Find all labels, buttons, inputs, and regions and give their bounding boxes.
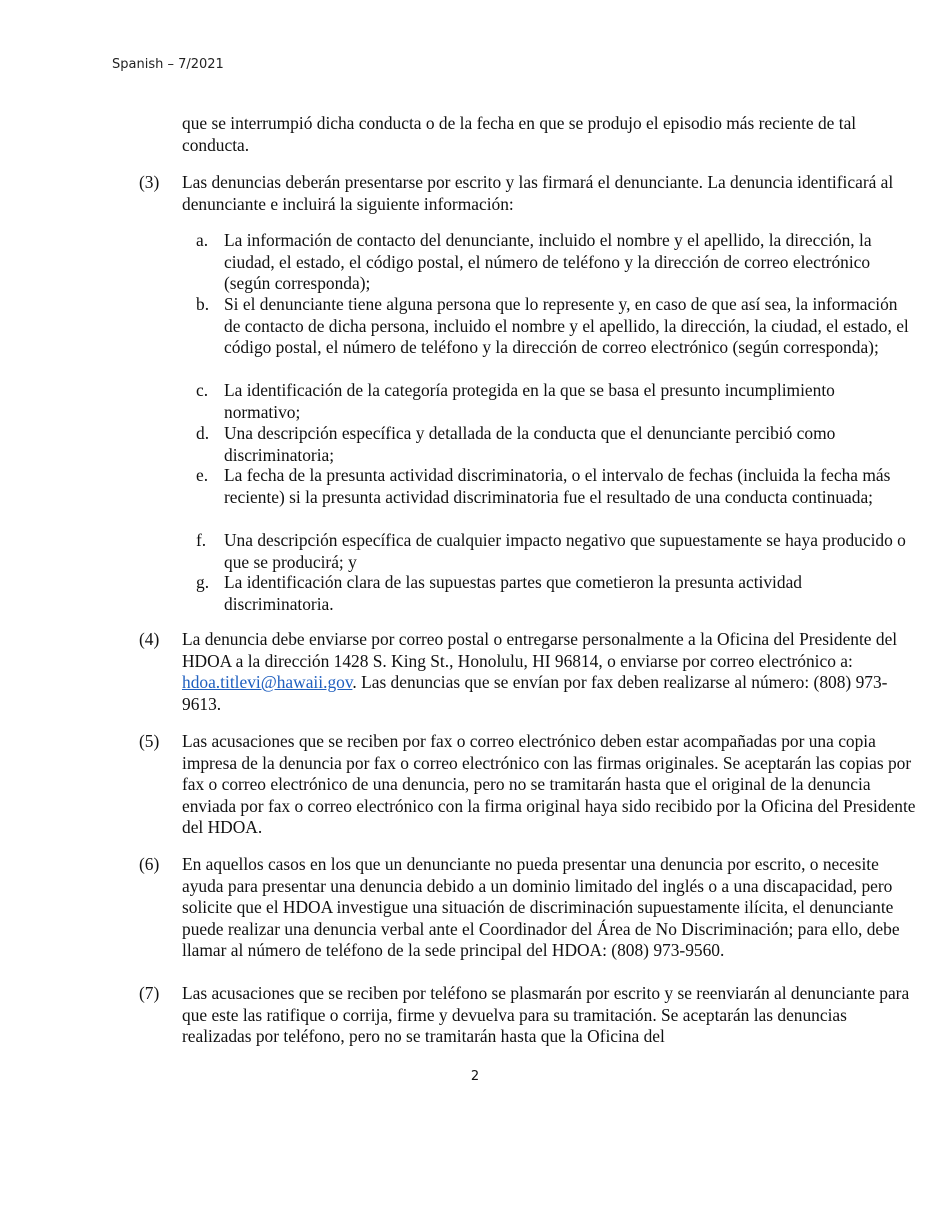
page-number: 2 [470, 1069, 480, 1084]
sub-item-f [196, 530, 911, 573]
item-text [182, 629, 917, 715]
sub-item-letter: c. [196, 380, 209, 400]
sub-item-text: Una descripción específica y detallada de la conducta que el denunciante percibió como discriminatoria; [224, 423, 836, 465]
item-number: (3) [139, 172, 160, 192]
list-item-7 [139, 983, 919, 1048]
sub-item-d [196, 423, 911, 466]
sub-item-letter: a. [196, 230, 209, 250]
continuation-paragraph: que se interrumpió dicha conducta o de la fecha en que se produjo el episodio más reciente de tal conducta. [182, 113, 857, 155]
item-text: Las denuncias deberán presentarse por escrito y las firmará el denunciante. La denuncia identificará al denunciante e incluirá la siguiente información: [182, 172, 894, 214]
item-text-before: La denuncia debe enviarse por correo postal o entregarse personalmente a la Oficina del Presidente del HDOA a la dirección 1428 S. King St., Honolulu, HI 96814, o enviarse por correo electrónico a: [182, 629, 898, 671]
list-item-5 [139, 731, 919, 839]
sub-item-text: La fecha de la presunta actividad discriminatoria, o el intervalo de fechas (incluida la fecha más reciente) si la presunta actividad discriminatoria fue el resultado de una conducta continuada; [224, 465, 891, 507]
item-number: (5) [139, 731, 160, 751]
item-number: (6) [139, 854, 160, 874]
item-text-after: . Las denuncias que se envían por fax deben realizarse al número: (808) 973-9613. [182, 672, 888, 714]
sub-item-letter: d. [196, 423, 210, 443]
sub-item-g [196, 572, 911, 615]
sub-item-letter: f. [196, 530, 207, 550]
item-text: Las acusaciones que se reciben por fax o correo electrónico deben estar acompañadas por una copia impresa de la denuncia por fax o correo electrónico con las firmas originales. Se aceptarán las copias por fax o correo electrónico de una denuncia, pero no se tramitarán hasta que el original de la denuncia enviada por fax o correo electrónico con la firma original haya sido recibido por la Oficina del Presidente del HDOA. [182, 731, 916, 838]
item-text: Las acusaciones que se reciben por teléfono se plasmarán por escrito y se reenviarán al denunciante para que este las ratifique o corrija, firme y devuelva para su tramitación. Se aceptarán las denuncias realizadas por teléfono, pero no se tramitarán hasta que la Oficina del [182, 983, 910, 1047]
sub-item-e [196, 465, 911, 508]
sub-item-letter: e. [196, 465, 209, 485]
sub-item-b [196, 294, 911, 359]
sub-item-text: Una descripción específica de cualquier impacto negativo que supuestamente se haya producido o que se producirá; y [224, 530, 906, 572]
email-link[interactable]: hdoa.titlevi@hawaii.gov [182, 672, 353, 693]
sub-item-letter: b. [196, 294, 210, 314]
item-number: (7) [139, 983, 160, 1003]
list-item-6 [139, 854, 919, 962]
sub-item-text: La identificación de la categoría protegida en la que se basa el presunto incumplimiento normativo; [224, 380, 835, 422]
list-item-4 [139, 629, 919, 715]
sub-item-a [196, 230, 911, 295]
sub-item-text: La información de contacto del denunciante, incluido el nombre y el apellido, la dirección, la ciudad, el estado, el código postal, el número de teléfono y la dirección de correo electrónico (según corresponda); [224, 230, 872, 294]
sub-item-letter: g. [196, 572, 210, 592]
sub-item-text: La identificación clara de las supuestas partes que cometieron la presunta actividad discriminatoria. [224, 572, 803, 614]
sub-item-text: Si el denunciante tiene alguna persona que lo represente y, en caso de que así sea, la información de contacto de dicha persona, incluido el nombre y el apellido, la dirección, la ciudad, el estado, el código postal, el número de teléfono y la dirección de correo electrónico (según corresponda); [224, 294, 909, 358]
page-header: Spanish – 7/2021 [112, 57, 224, 72]
sub-item-c [196, 380, 911, 423]
item-number: (4) [139, 629, 160, 649]
item-text: En aquellos casos en los que un denunciante no pueda presentar una denuncia por escrito, o necesite ayuda para presentar una denuncia debido a un dominio limitado del inglés o a una discapacidad, pero solicite que el HDOA investigue una situación de discriminación supuestamente ilícita, el denunciante puede realizar una denuncia verbal ante el Coordinador del Área de No Discriminación; para ello, debe llamar al número de teléfono de la sede principal del HDOA: (808) 973-9560. [182, 854, 900, 961]
list-item-3 [139, 172, 919, 215]
